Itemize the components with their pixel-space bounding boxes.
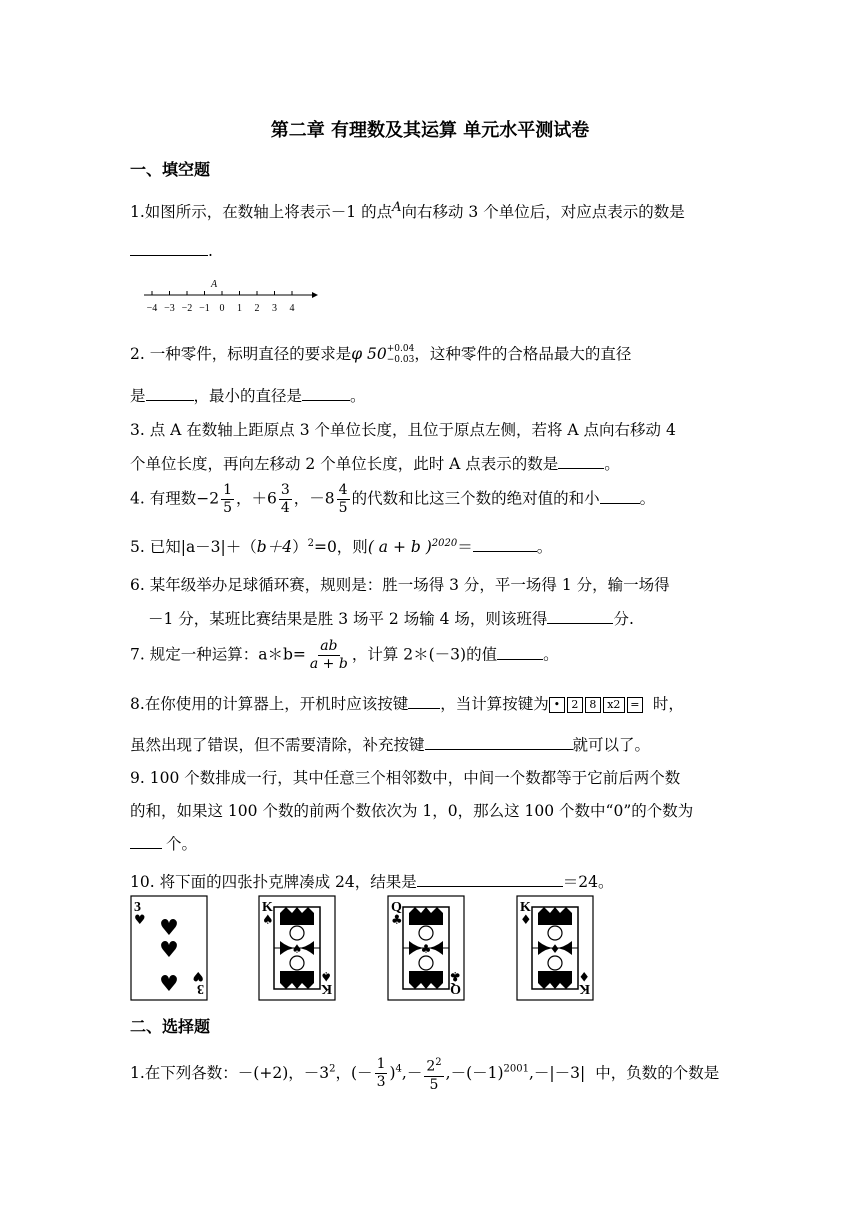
- q2-text-c: 是: [130, 387, 146, 405]
- c1-expr3-num: 1: [376, 1056, 386, 1073]
- q6-text: －1 分，某班比赛结果是胜 3 场平 2 场输 4 场，则该班得: [148, 610, 548, 628]
- q6-end: 分.: [613, 610, 634, 628]
- question-8: [130, 692, 684, 714]
- q4-frac1-den: 5: [223, 500, 232, 516]
- playing-card-3: [130, 895, 208, 1001]
- c1-expr2: ，－3: [288, 1063, 330, 1082]
- number-line-tick-label: −3: [164, 303, 175, 314]
- q3-end: 。: [604, 455, 620, 473]
- svg-text:♠: ♠: [320, 968, 332, 983]
- q8-blank-power[interactable]: [408, 693, 440, 709]
- question-4: [130, 482, 655, 517]
- q1-text-b: 向右移动 3 个单位后，对应点表示的数是: [401, 203, 685, 222]
- number-line-tick-label: 0: [219, 303, 225, 314]
- svg-text:3: 3: [197, 981, 204, 996]
- q1-answer-line: [130, 240, 213, 260]
- calculator-key: 8: [585, 697, 601, 713]
- svg-text:♣: ♣: [420, 942, 432, 956]
- calculator-key-sequence: [549, 695, 645, 713]
- c1-expr4-num-exp: 2: [435, 1057, 442, 1068]
- svg-text:♦: ♦: [549, 942, 561, 956]
- svg-text:♥: ♥: [192, 968, 204, 983]
- q2-blank-min[interactable]: [302, 385, 350, 401]
- svg-text:K: K: [321, 981, 332, 996]
- playing-card-k: [258, 895, 336, 1001]
- svg-text:Q: Q: [391, 900, 402, 915]
- calculator-key: =: [627, 697, 643, 713]
- q6-blank[interactable]: [547, 608, 613, 624]
- svg-text:♠: ♠: [262, 913, 274, 928]
- svg-text:♥: ♥: [134, 913, 146, 928]
- c1-text-b: 中，负数的个数是: [595, 1063, 720, 1082]
- q8-text-c: 时，: [652, 695, 684, 713]
- q5-expr-sum: ( a + b ): [367, 538, 432, 556]
- q4-text-a: 4. 有理数: [130, 489, 197, 508]
- calculator-key: 2: [567, 697, 583, 713]
- q5-equals: ＝: [457, 538, 473, 556]
- c1-expr3-den: 3: [376, 1074, 386, 1091]
- playing-card-q: [387, 895, 465, 1001]
- q10-end: ＝24。: [562, 873, 614, 891]
- q4-frac1-num: 1: [223, 482, 232, 498]
- q2-end: 。: [350, 387, 366, 405]
- calculator-key: •: [549, 697, 565, 713]
- q2-text-b: ，这种零件的合格品最大的直径: [414, 345, 632, 363]
- c1-expr4-den: 5: [429, 1076, 439, 1093]
- q4-blank[interactable]: [600, 488, 640, 504]
- number-line-point-label: A: [211, 279, 218, 290]
- q2-upper-tolerance: +0.04: [386, 344, 415, 354]
- svg-text:♥: ♥: [159, 972, 179, 997]
- q4-frac3-num: 4: [338, 482, 348, 498]
- q5-text-c: ）: [292, 538, 308, 556]
- q2-text-a: 2. 一种零件，标明直径的要求是: [130, 345, 352, 363]
- question-10: [130, 870, 613, 892]
- svg-text:♥: ♥: [159, 916, 179, 941]
- q8-text-a: 8.在你使用的计算器上，开机时应该按键: [130, 695, 409, 713]
- number-line-tick-label: −2: [181, 303, 193, 314]
- q9-blank[interactable]: [130, 833, 162, 849]
- question-6-line2: [148, 607, 634, 629]
- q8-end: 就可以了。: [572, 736, 651, 754]
- q4-end: 。: [639, 489, 656, 508]
- q7-text-a: 7. 规定一种运算：a＊b=: [130, 645, 306, 664]
- q8-text-b: ，当计算按键为: [440, 695, 549, 713]
- number-line-tick-label: 2: [254, 303, 260, 314]
- playing-card-k: [516, 895, 594, 1001]
- number-line-tick-label: 3: [272, 303, 277, 314]
- question-2-line2: [130, 384, 366, 406]
- q5-power: 2020: [431, 537, 458, 549]
- page-title: 第二章 有理数及其运算 单元水平测试卷: [270, 120, 590, 141]
- question-5: [130, 535, 552, 557]
- c1-expr5-exp: 2001: [503, 1063, 529, 1075]
- c1-expr4-num: 2: [426, 1058, 436, 1075]
- q5-blank[interactable]: [473, 536, 537, 552]
- number-line-tick-label: −4: [146, 303, 158, 314]
- calculator-key: x2: [603, 697, 625, 713]
- question-9: 9. 100 个数排成一行，其中任意三个相邻数中，中间一个数都等于它前后两个数: [130, 769, 681, 787]
- question-9-line2: 的和，如果这 100 个数的前两个数依次为 1，0，那么这 100 个数中“0”的个数为: [130, 802, 694, 820]
- number-line-ticks: [147, 291, 295, 314]
- q4-num3: ，－8: [293, 489, 335, 508]
- q1-end: .: [208, 242, 213, 260]
- svg-text:♥: ♥: [159, 938, 179, 963]
- q2-lower-tolerance: −0.03: [386, 355, 415, 365]
- q2-text-d: ，最小的直径是: [193, 387, 303, 405]
- c1-expr5: ,－(－1): [445, 1063, 504, 1082]
- q5-square: 2: [307, 537, 314, 549]
- c1-text-a: 1.在下列各数：: [130, 1063, 238, 1082]
- c1-expr2-exp: 2: [329, 1063, 336, 1075]
- q7-frac-den: a + b: [309, 656, 348, 672]
- q8-text-d: 虽然出现了错误，但不需要清除，补充按键: [130, 736, 425, 754]
- svg-text:♣: ♣: [449, 968, 461, 983]
- c1-expr1: －(+2): [237, 1063, 289, 1082]
- question-1: [130, 200, 685, 222]
- question-3: 3. 点 A 在数轴上距原点 3 个单位长度，且位于原点左侧，若将 A 点向右移动 4: [130, 421, 676, 439]
- section-heading-choice: 二、选择题: [130, 1017, 211, 1036]
- question-9-line3: [130, 832, 197, 854]
- number-line: [140, 278, 320, 316]
- q7-frac-num: ab: [320, 638, 338, 654]
- section-heading-fill: 一、填空题: [130, 160, 211, 179]
- q7-text-b: ，计算 2＊(－3)的值: [351, 645, 498, 664]
- q5-text-d: =0，则: [313, 538, 368, 556]
- svg-text:K: K: [520, 900, 531, 915]
- question-7: [130, 638, 559, 673]
- q4-text-b: 的代数和比这三个数的绝对值的和小: [351, 489, 600, 508]
- c1-expr3-open: ，(－: [335, 1063, 373, 1082]
- q5-text-a: 5. 已知|a－3|＋（: [130, 538, 257, 556]
- c1-expr6: ,－|－3|: [529, 1063, 586, 1082]
- svg-text:♦: ♦: [520, 913, 532, 928]
- question-2: [130, 342, 631, 366]
- question-3-line2: [130, 452, 620, 474]
- q1-point: A: [392, 200, 402, 215]
- svg-text:♠: ♠: [291, 942, 303, 956]
- q10-blank[interactable]: [417, 871, 563, 887]
- q3-blank[interactable]: [558, 453, 604, 469]
- q4-frac2-num: 3: [280, 482, 290, 498]
- svg-text:♣: ♣: [391, 913, 403, 928]
- number-line-tick-label: 1: [237, 303, 242, 314]
- q1-text-a: 1.如图所示，在数轴上将表示－1 的点: [130, 203, 393, 222]
- c1-expr3-close: ): [389, 1063, 396, 1082]
- q5-end: 。: [536, 538, 553, 556]
- q4-num1: −2: [196, 489, 220, 508]
- svg-text:♦: ♦: [578, 968, 590, 983]
- q4-frac2-den: 4: [280, 500, 290, 516]
- q5-expr-b: b＋4: [256, 538, 293, 556]
- q8-blank-keys[interactable]: [425, 734, 573, 750]
- c1-expr3-exp: 4: [395, 1063, 402, 1075]
- q9-end: 个。: [166, 835, 198, 853]
- q3-text: 个单位长度，再向左移动 2 个单位长度，此时 A 点表示的数是: [130, 455, 559, 473]
- q7-end: 。: [543, 645, 559, 664]
- q7-blank[interactable]: [497, 644, 543, 660]
- q4-num2: ，＋6: [236, 489, 277, 508]
- c1-expr4-sign: ,－: [401, 1063, 423, 1082]
- svg-text:3: 3: [134, 900, 141, 915]
- number-line-tick-label: −1: [199, 303, 210, 314]
- question-6: 6. 某年级举办足球循环赛，规则是：胜一场得 3 分，平一场得 1 分，输一场得: [130, 576, 670, 594]
- question-8-line2: [130, 733, 650, 755]
- q2-blank-max[interactable]: [146, 385, 194, 401]
- q2-phi: φ 50: [351, 345, 387, 363]
- q1-blank[interactable]: [130, 240, 208, 256]
- q4-frac3-den: 5: [338, 500, 348, 516]
- number-line-arrow: [312, 292, 318, 298]
- svg-text:K: K: [262, 900, 273, 915]
- svg-text:Q: Q: [450, 981, 461, 996]
- choice-question-1: [130, 1054, 719, 1094]
- q10-text: 10. 将下面的四张扑克牌凑成 24，结果是: [130, 873, 417, 891]
- svg-text:K: K: [579, 981, 590, 996]
- number-line-tick-label: 4: [289, 303, 295, 314]
